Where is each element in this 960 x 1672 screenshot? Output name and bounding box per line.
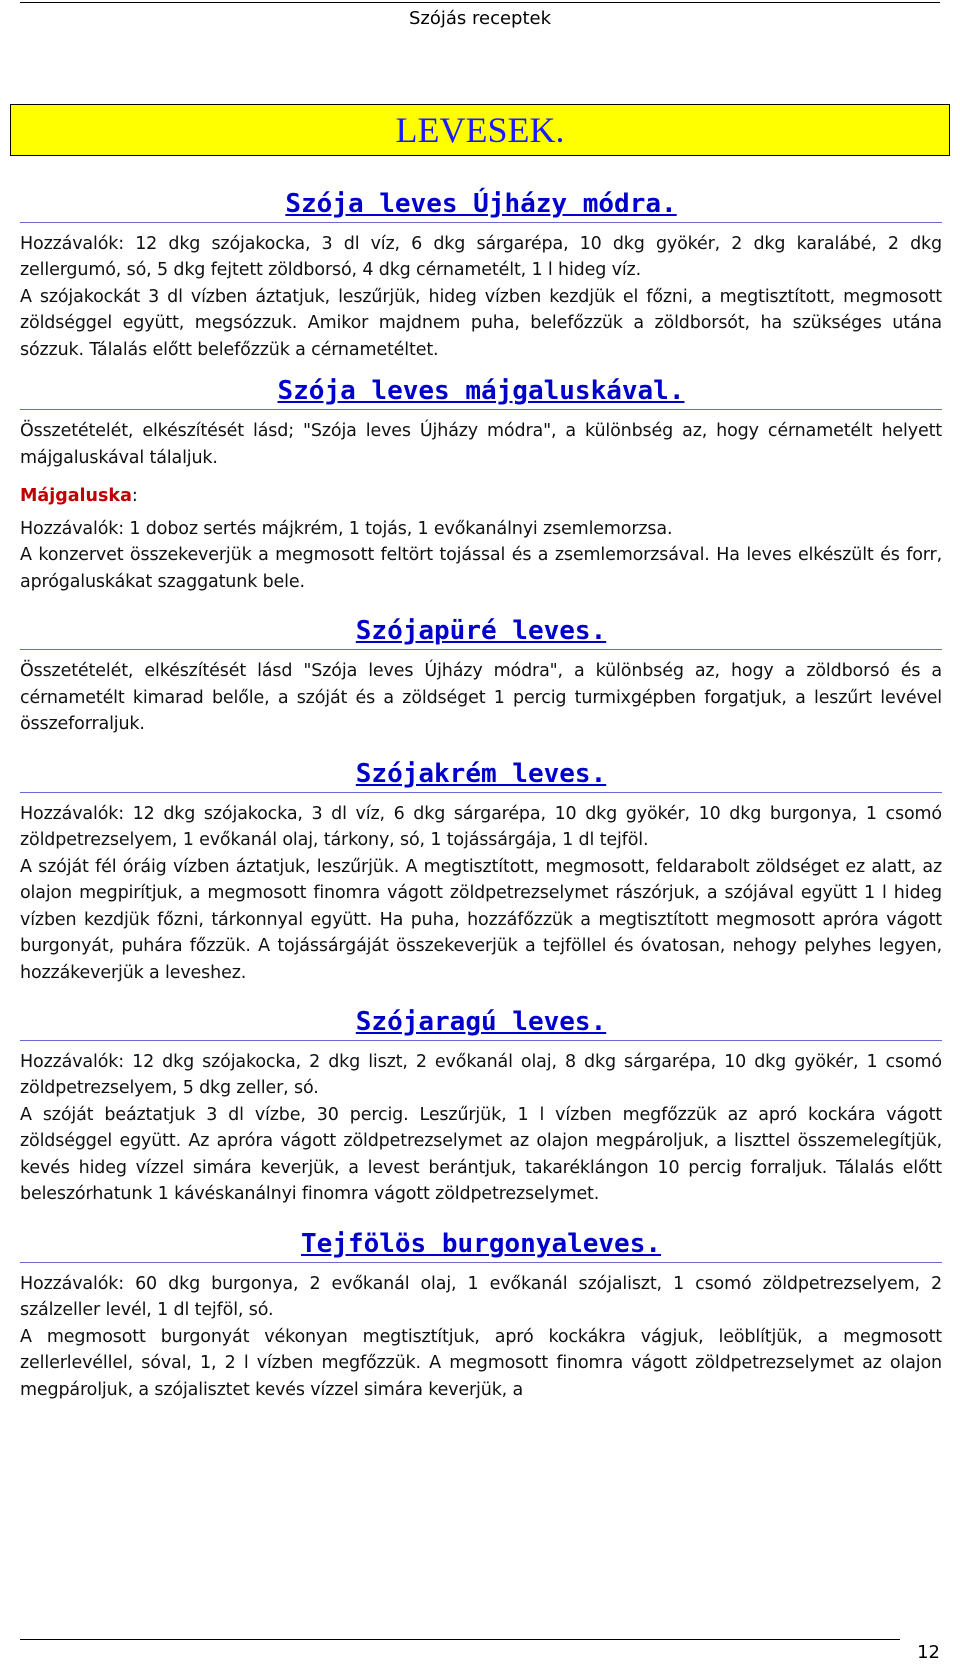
recipe-paragraph: A konzervet összekeverjük a megmosott feltört tojással és a zsemlemorzsával. Ha leves elkészült és forr, aprógaluskákat szaggatunk bele.: [20, 545, 942, 592]
recipe-paragraph: Hozzávalók: 12 dkg szójakocka, 3 dl víz, 6 dkg sárgarépa, 10 dkg gyökér, 2 dkg karalábé, 2 dkg zellergumó, só, 5 dkg fejtett zöldborsó, 4 dkg cérnametélt, 1 l hideg víz.: [20, 233, 942, 281]
sub-recipe-label-colon: :: [131, 486, 138, 507]
spacer: [20, 471, 942, 483]
recipe-title: Szója leves májgaluskával.: [20, 363, 942, 410]
recipe-title: Szójaragú leves.: [20, 986, 942, 1041]
recipe-paragraph: Összetételét, elkészítését lásd; "Szója leves Újházy módra", a különbség az, hogy cérnametélt helyett májgaluskával tálaljuk.: [20, 421, 942, 468]
recipe-title: Szója leves Újházy módra.: [20, 172, 942, 223]
recipe-title: Szójakrém leves.: [20, 738, 942, 793]
recipe-paragraph: A szóját fél óráig vízben áztatjuk, leszűrjük. A megtisztított, megmosott, feldarabolt zöldséget ez alatt, az olajon megpirítjuk, a megmosott finomra vágott zöldpetrezselymet rászórjuk, a szójával együtt 1 l hideg vízben kezdjük főzni, tárkonnyal együtt. Ha puha, hozzáfőzzük a megtisztított megmosott apróra vágott burgonyát, puhára főzzük. A tojássárgáját összekeverjük a tejföllel és óvatosan, nehogy pelyhes legyen, hozzákeverjük a leveshez.: [20, 856, 942, 983]
recipe-paragraph: Hozzávalók: 12 dkg szójakocka, 3 dl víz, 6 dkg sárgarépa, 10 dkg gyökér, 10 dkg burgonya, 1 csomó zöldpetrezselyem, 1 evőkanál olaj, tárkony, só, 1 tojássárgája, 1 dl tejföl.: [20, 803, 942, 851]
recipe-title: Tejfölös burgonyaleves.: [20, 1208, 942, 1263]
recipe-paragraph: Hozzávalók: 12 dkg szójakocka, 2 dkg liszt, 2 evőkanál olaj, 8 dkg sárgarépa, 10 dkg gyökér, 1 csomó zöldpetrezselyem, 5 dkg zeller, só.: [20, 1051, 942, 1099]
recipe-paragraph: Hozzávalók: 60 dkg burgonya, 2 evőkanál olaj, 1 evőkanál szójaliszt, 1 csomó zöldpetrezselyem, 2 szálzeller levél, 1 dl tejföl, só.: [20, 1273, 942, 1321]
recipe-paragraph: A szóját beáztatjuk 3 dl vízbe, 30 percig. Leszűrjük, 1 l vízben megfőzzük az apró kockára vágott zöldséggel együtt. Az apróra vágott zöldpetrezselymet az olajon megpároljuk, a liszttel összemelegítjük, kevés hideg vízzel simára keverjük, a levest berántjuk, takaréklángon 10 percig forraljuk. Tálalás előtt beleszórhatunk 1 kávéskanálnyi finomra vágott zöldpetrezselymet.: [20, 1104, 942, 1205]
sub-recipe-label: [20, 483, 942, 510]
running-header: Szójás receptek: [408, 8, 552, 29]
recipe-paragraph: A szójakockát 3 dl vízben áztatjuk, leszűrjük, hideg vízben kezdjük el főzni, a megtisztított, megmosott zöldséggel együtt, megsózzuk. Amikor majdnem puha, belefőzzük a zöldborsót, ha szükséges utána sózzuk. Tálalás előtt belefőzzük a cérnametéltet.: [20, 286, 942, 360]
chapter-banner: LEVESEK.: [10, 104, 950, 156]
recipe-title: Szójapüré leves.: [20, 595, 942, 650]
recipe-content: [20, 172, 942, 1403]
sub-recipe-label-text: Májgaluska: [20, 486, 132, 507]
recipe-paragraph: Hozzávalók: 1 doboz sertés májkrém, 1 tojás, 1 evőkanálnyi zsemlemorzsa.: [20, 518, 673, 539]
page-number: 12: [917, 1642, 940, 1663]
footer-rule: [20, 1639, 900, 1640]
header-rule: [20, 2, 940, 3]
recipe-paragraph: A megmosott burgonyát vékonyan megtisztítjuk, apró kockákra vágjuk, leöblítjük, a megmosott zellerlevéllel, sóval, 1, 2 l vízben megfőzzük. A megmosott finomra vágott zöldpetrezselymet az olajon megpároljuk, a szójalisztet kevés vízzel simára keverjük, a: [20, 1326, 942, 1400]
recipe-paragraph: Összetételét, elkészítését lásd "Szója leves Újházy módra", a különbség az, hogy a zöldborsó és a cérnametélt kimarad belőle, a szóját és a zöldséget 1 percig turmixgépben forgatjuk, a leszűrt levével összeforraljuk.: [20, 661, 942, 735]
